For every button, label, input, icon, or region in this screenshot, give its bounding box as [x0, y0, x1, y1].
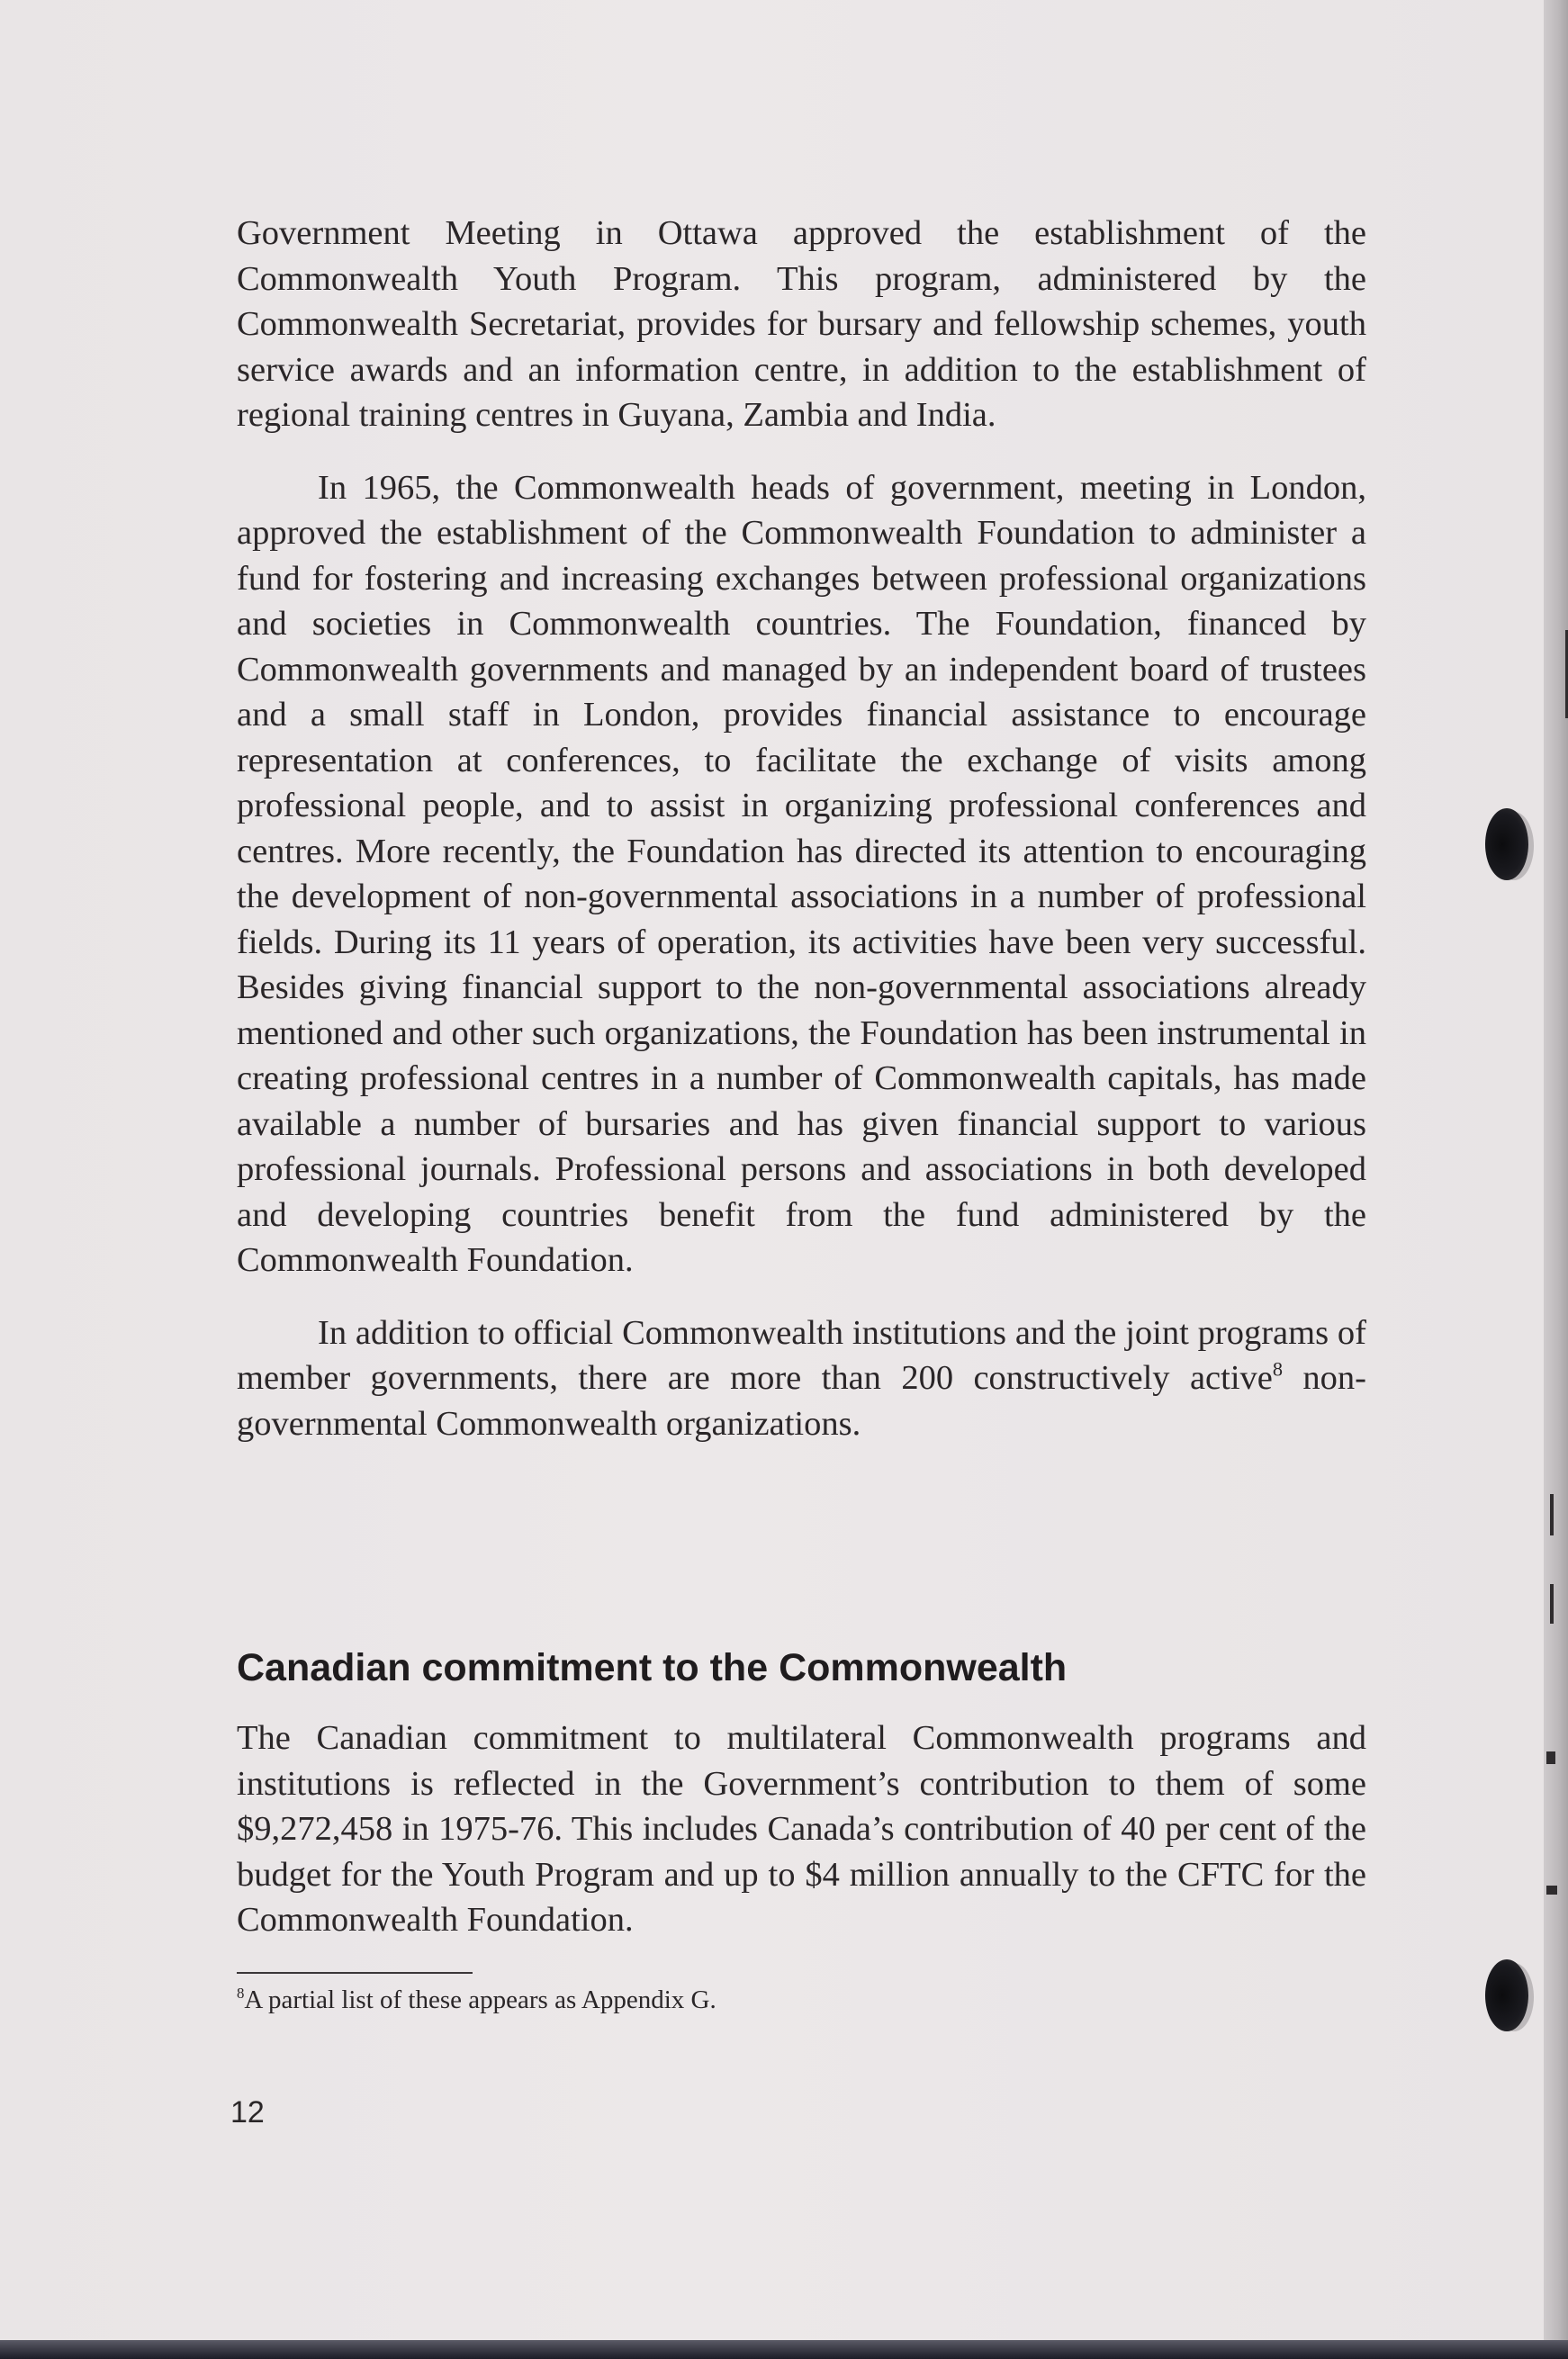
- paragraph-youth-program: Government Meeting in Ottawa approved the establishment of the Commonwealth Youth Program. This program, administered by the Commonwealth Secretariat, provides for bursary and fellowship schemes, youth service awards and an information centre, in addition to the establishment of regional training centres in Guyana, Zambia and India.: [237, 214, 1366, 434]
- edge-mark: [1550, 1584, 1554, 1624]
- footnote-divider: [237, 1972, 473, 1974]
- page-edge: [1544, 0, 1568, 2359]
- edge-mark: [1546, 1751, 1555, 1764]
- footnote-reference: 8: [1272, 1357, 1284, 1381]
- paragraph-text-after-ref: non-governmental Commonwealth organizations.: [237, 1359, 1366, 1443]
- body-text-section: [237, 1715, 1366, 1943]
- paragraph-text-before-ref: In addition to official Commonwealth institutions and the joint programs of member governments, there are more than 200 constructively active: [237, 1313, 1366, 1397]
- edge-mark: [1550, 1494, 1554, 1535]
- edge-mark: [1546, 1886, 1557, 1895]
- section-heading: Canadian commitment to the Commonwealth: [237, 1646, 1068, 1689]
- footnote: [237, 1982, 716, 2018]
- paragraph-commonwealth-foundation: In 1965, the Commonwealth heads of government, meeting in London, approved the establishment of the Commonwealth Foundation to administer a fund for fostering and increasing exchanges between professional organizations and societies in Commonwealth countries. The Foundation, financed by Commonwealth governments and managed by an independent board of trustees and a small staff in London, provides financial assistance to encourage representation at conferences, to facilitate the exchange of visits among professional people, and to assist in organizing professional conferences and centres. More recently, the Foundation has directed its attention to encouraging the development of non-governmental associations in a number of professional fields. During its 11 years of operation, its activities have been very successful. Besides giving financial support to the non-governmental associations already mentioned and other such organizations, the Foundation has been instrumental in creating professional centres in a number of Commonwealth capitals, has made available a number of bursaries and has given financial support to various professional journals. Professional persons and associations in both developed and developing countries benefit from the fund administered by the Commonwealth Foundation.: [237, 468, 1366, 1279]
- page-number: 12: [230, 2095, 265, 2129]
- footnote-text: A partial list of these appears as Appendix G.: [244, 1985, 716, 2014]
- binder-hole-upper: [1485, 808, 1528, 880]
- paragraph-canadian-commitment: The Canadian commitment to multilateral Commonwealth programs and institutions is reflected in the Government’s contribution to them of some $9,272,458 in 1975-76. This includes Canada’s contribution of 40 per cent of the budget for the Youth Program and up to $4 million annually to the CFTC for the Commonwealth Foundation.: [237, 1719, 1366, 1939]
- binder-hole-lower: [1485, 1959, 1528, 2031]
- paragraph-non-governmental-organizations: [237, 1310, 1366, 1447]
- body-text-top: [237, 211, 1366, 1446]
- footnote-marker: 8: [237, 1985, 245, 2003]
- scanner-bed-strip: [0, 2340, 1568, 2359]
